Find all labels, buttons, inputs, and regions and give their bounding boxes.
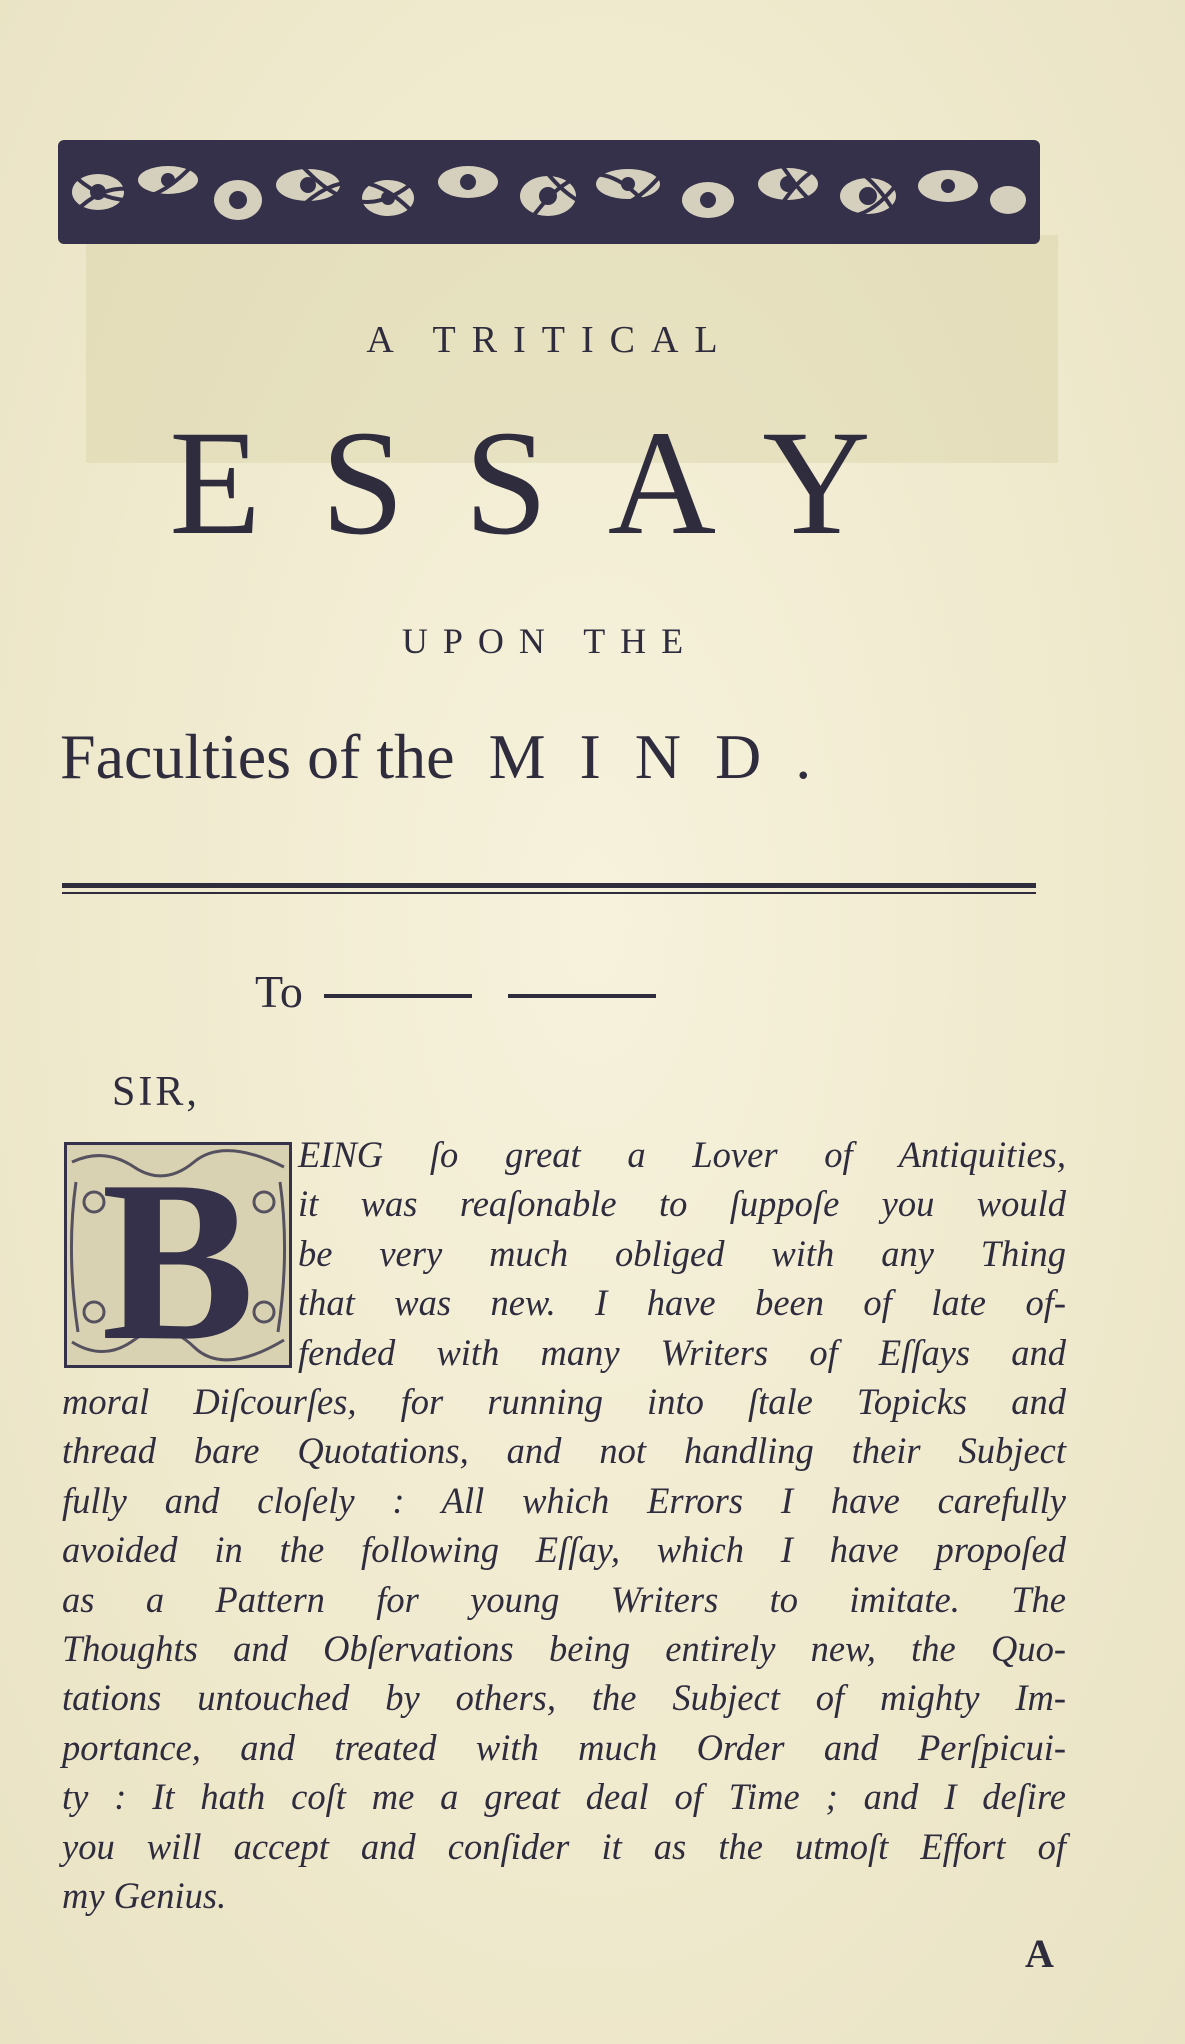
initial-letter-b: B xyxy=(101,1142,255,1368)
body-line: ty : It hath coſt me a great deal of Time ; and I deſire xyxy=(62,1776,1066,1818)
blank-dash xyxy=(508,994,656,998)
body-line: Thoughts and Obſervations being entirely new, the Quo- xyxy=(62,1628,1066,1670)
title-upon-the: UPON THE xyxy=(401,621,699,661)
address-to: To xyxy=(255,966,303,1017)
body-line: fully and cloſely : All which Errors I have carefully xyxy=(62,1479,1066,1521)
body-line: moral Diſcourſes, for running into ſtale Topicks and xyxy=(62,1381,1066,1423)
address-line xyxy=(255,965,656,1018)
body-line: my Genius. xyxy=(62,1875,227,1917)
title-essay: ESSAY xyxy=(169,400,931,566)
blank-dash xyxy=(324,994,472,998)
title-line-a-tritical: A TRITICAL xyxy=(366,319,734,361)
body-line: it was reaſonable to ſuppoſe you would xyxy=(298,1183,1066,1225)
body-line: portance, and treated with much Order and Perſpicui- xyxy=(62,1726,1066,1768)
letter-body xyxy=(62,1130,1066,1921)
body-line: tations untouched by others, the Subject of mighty Im- xyxy=(62,1677,1066,1719)
salutation: SIR, xyxy=(112,1069,200,1115)
title-faculties-line xyxy=(60,720,1050,794)
catchword: A xyxy=(1025,1931,1054,1976)
body-line: that was new. I have been of late of- xyxy=(298,1282,1066,1324)
body-line: be very much obliged with any Thing xyxy=(298,1232,1066,1274)
body-line: fended with many Writers of Eſſays and xyxy=(298,1331,1066,1373)
body-line: avoided in the following Eſſay, which I have propoſed xyxy=(62,1529,1066,1571)
floral-headpiece-ornament xyxy=(58,140,1040,244)
double-rule-divider xyxy=(62,883,1036,894)
body-line: EING ſo great a Lover of Antiquities, xyxy=(298,1134,1066,1175)
body-line: as a Pattern for young Writers to imitate. The xyxy=(62,1578,1066,1620)
body-line: thread bare Quotations, and not handling their Subject xyxy=(62,1430,1066,1472)
title-faculties-prefix: Faculties of the xyxy=(60,721,455,792)
title-mind: MIND. xyxy=(488,721,846,792)
body-line: you will accept and conſider it as the utmoſt Effort of xyxy=(62,1825,1066,1867)
